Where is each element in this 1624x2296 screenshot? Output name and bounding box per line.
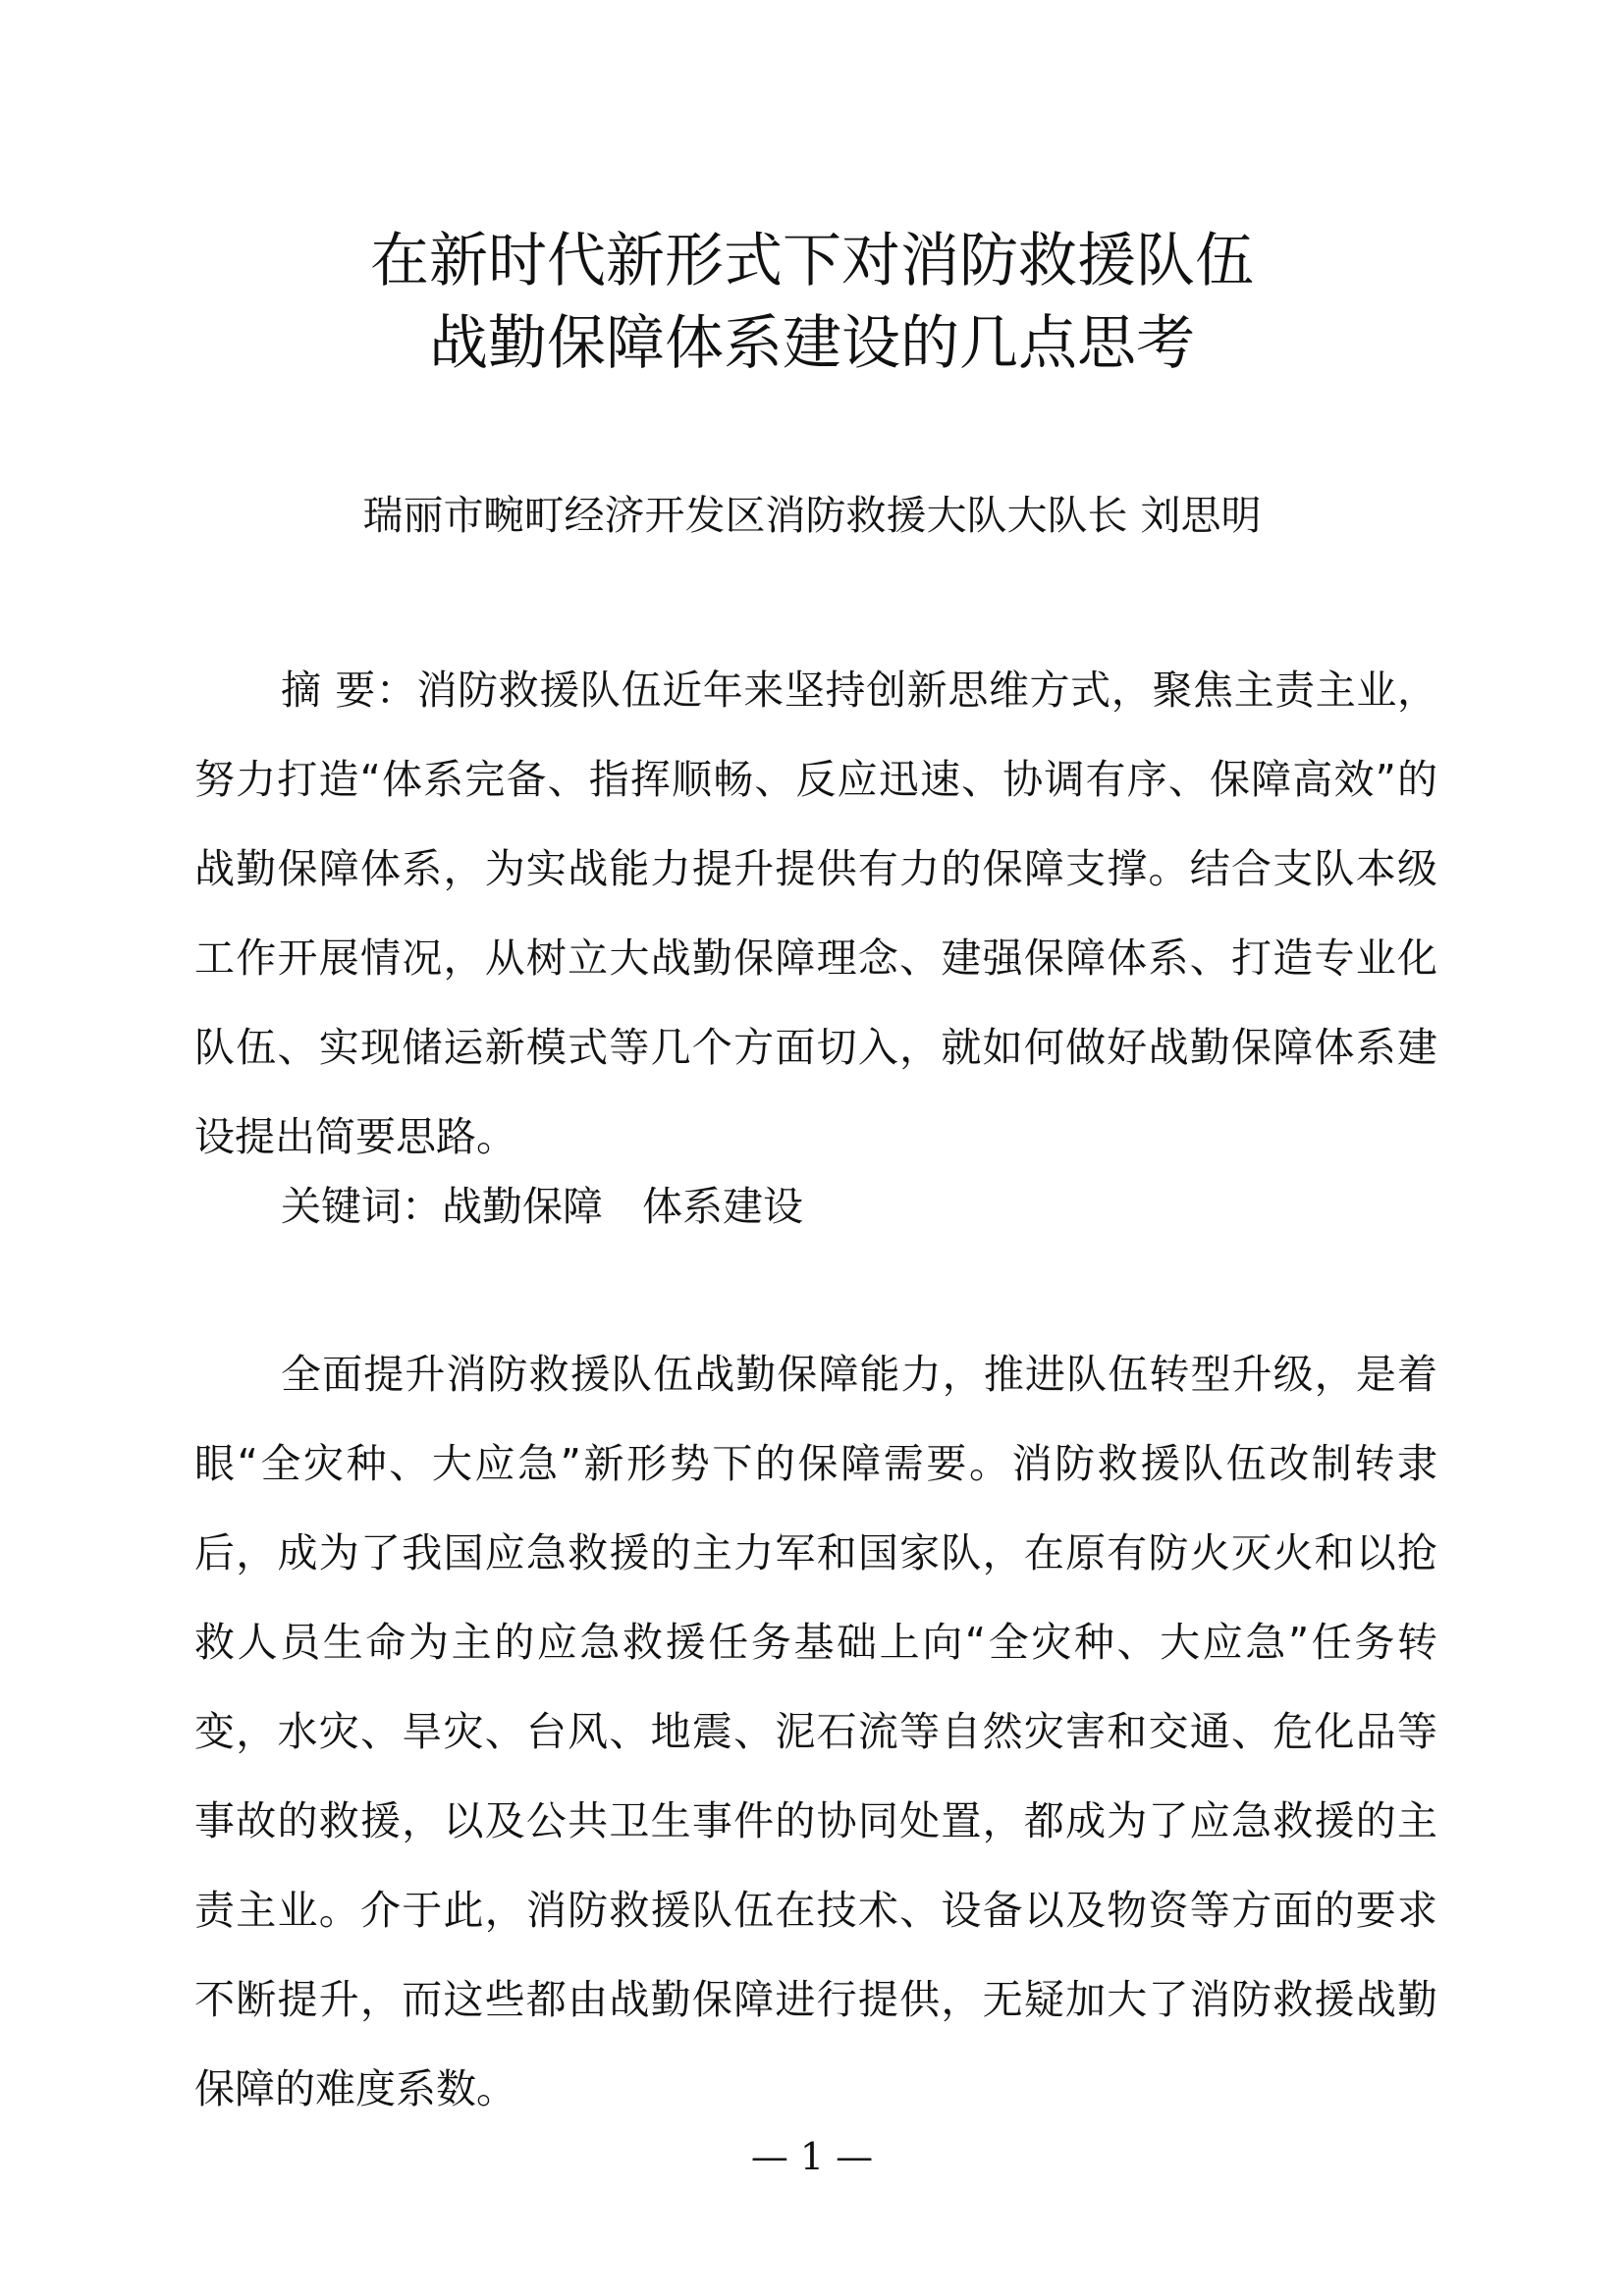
- title-line-1: 在新时代新形式下对消防救援队伍: [370, 227, 1254, 295]
- abstract-paragraph: 摘 要：消防救援队伍近年来坚持创新思维方式，聚焦主责主业，努力打造“体系完备、指挥顺畅、反应迅速、协调有序、保障高效”的战勤保障体系，为实战能力提升提供有力的保障支撑。结合支队本级工作开展情况，从树立大战勤保障理念、建强保障体系、打造专业化队伍、实现储运新模式等几个方面切入，就如何做好战勤保障体系建设提出简要思路。: [194, 667, 1437, 1160]
- keyword-item: 战勤保障: [442, 1183, 603, 1230]
- keywords-line: [194, 1162, 1437, 1252]
- body-paragraph: 全面提升消防救援队伍战勤保障能力，推进队伍转型升级，是着眼“全灾种、大应急”新形势下的保障需要。消防救援队伍改制转隶后，成为了我国应急救援的主力军和国家队，在原有防火灭火和以抢救人员生命为主的应急救援任务基础上向“全灾种、大应急”任务转变，水灾、旱灾、台风、地震、泥石流等自然灾害和交通、危化品等事故的救援，以及公共卫生事件的协同处置，都成为了应急救援的主责主业。介于此，消防救援队伍在技术、设备以及物资等方面的要求不断提升，而这些都由战勤保障进行提供，无疑加大了消防救援战勤保障的难度系数。: [194, 1351, 1437, 2112]
- keyword-item: 体系建设: [642, 1183, 803, 1230]
- title-line-2: 战勤保障体系建设的几点思考: [429, 309, 1195, 378]
- page-number: — 1 —: [750, 2135, 874, 2178]
- keywords-label: 关键词：: [281, 1183, 442, 1230]
- author-line: 瑞丽市畹町经济开发区消防救援大队大队长 刘思明: [362, 492, 1262, 539]
